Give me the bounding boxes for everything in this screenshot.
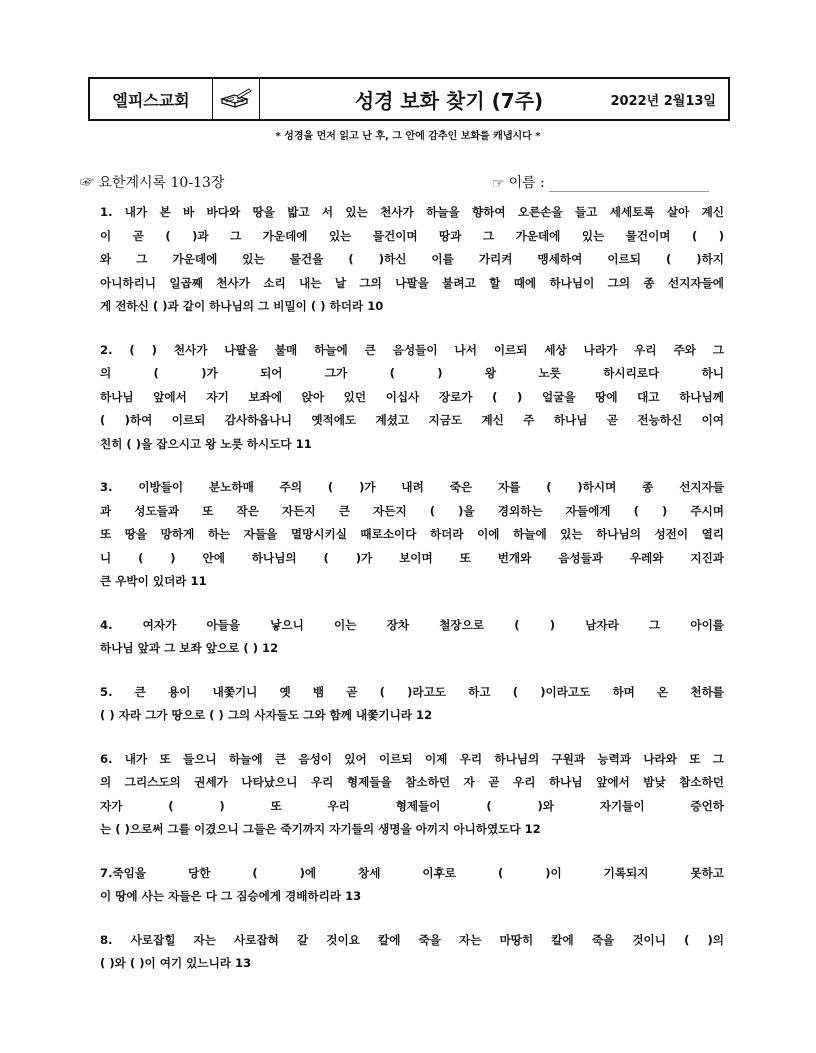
name-input-line[interactable] xyxy=(549,177,709,192)
question-3 xyxy=(100,476,724,594)
question-line: 또 땅을 망하게 하는 자들을 멸망시키실 때로소이다 하더라 이에 하늘에 있는 하나님의 성전이 열리 xyxy=(100,527,724,541)
question-line: 친히 ( )을 잡으시고 왕 노릇 하시도다 11 xyxy=(100,436,312,451)
question-6 xyxy=(100,748,724,842)
worksheet-title: 성경 보화 찾기 (7주) xyxy=(354,88,544,113)
question-4 xyxy=(100,614,724,661)
question-line: 6. 내가 또 들으니 하늘에 큰 음성이 있어 이르되 이제 우리 하나님의 구원과 능력과 나라와 또 그 xyxy=(100,751,724,766)
bible-pen-icon xyxy=(213,79,260,119)
name-field xyxy=(492,172,709,192)
question-line: 7.죽임을 당한 ( )에 창세 이후로 ( )이 기록되지 못하고 xyxy=(100,865,724,880)
question-line: 4. 여자가 아들을 낳으니 이는 장차 철장으로 ( ) 남자라 그 아이를 xyxy=(100,617,724,632)
question-line: 과 성도들과 또 작은 자든지 큰 자든지 ( )을 경외하는 자들에게 ( ) 주시며 xyxy=(100,503,724,518)
question-line: 의 그리스도의 권세가 나타났으니 우리 형제들을 참소하던 자 곧 우리 하나님 앞에서 밤낮 참소하던 xyxy=(100,775,724,789)
question-line: 8. 사로잡힐 자는 사로잡혀 갈 것이요 칼에 죽을 자는 마땅히 칼에 죽을 것이니 ( )의 xyxy=(100,932,724,947)
pointing-hand-icon: ☞ xyxy=(492,176,505,192)
question-2 xyxy=(100,339,724,457)
worksheet-date: 2022년 2월13일 xyxy=(610,94,716,109)
pointing-hand-icon: ☞ xyxy=(80,175,94,191)
reading-range-text: 요한계시록 10-13장 xyxy=(98,175,225,191)
question-line: ( )하여 이르되 감사하옵나니 옛적에도 계셨고 지금도 계신 주 하나님 곧 전능하신 이여 xyxy=(100,413,724,427)
question-line: 하나님 앞과 그 보좌 앞으로 ( ) 12 xyxy=(100,641,279,655)
question-line: ( ) 자라 그가 땅으로 ( ) 그의 사자들도 그와 함께 내쫓기니라 12 xyxy=(100,708,433,722)
question-line: 니 ( ) 안에 하나님의 ( )가 보이며 또 번개와 음성들과 우레와 지진과 xyxy=(100,550,724,565)
question-line: 5. 큰 용이 내쫓기니 옛 뱀 곧 ( )라고도 하고 ( )이라고도 하며 온 천하를 xyxy=(100,684,724,699)
question-1 xyxy=(100,201,724,319)
reading-range xyxy=(80,172,224,192)
question-line: 자가 ( ) 또 우리 형제들이 ( )와 자기들이 증언하 xyxy=(100,798,724,813)
question-line: 2. ( ) 천사가 나팔을 불매 하늘에 큰 음성들이 나서 이르되 세상 나라가 우리 주와 그 xyxy=(100,342,724,357)
church-name: 엘피스교회 xyxy=(90,79,213,119)
header-box xyxy=(88,77,730,121)
question-line: 1. 내가 본 바 바다와 땅을 밟고 서 있는 천사가 하늘을 향하여 오른손을 들고 세세토록 살아 계신 xyxy=(100,205,724,219)
question-line: ( )와 ( )이 여기 있느니라 13 xyxy=(100,956,252,970)
question-line: 큰 우박이 있더라 11 xyxy=(100,574,207,588)
question-line: 이 곧 ( )과 그 가운데에 있는 물건이며 땅과 그 가운데에 있는 물건이며 ( ) xyxy=(100,228,724,243)
question-line: 는 ( )으로써 그를 이겼으니 그들은 죽기까지 자기들의 생명을 아끼지 아니하였도다 12 xyxy=(100,822,541,836)
question-8 xyxy=(100,929,724,976)
question-list xyxy=(100,201,724,996)
question-line: 3. 이방들이 분노하매 주의 ( )가 내려 죽은 자를 ( )하시며 종 선지자들 xyxy=(100,480,724,494)
question-7 xyxy=(100,862,724,909)
question-line: 아니하리니 일곱째 천사가 소리 내는 날 그의 나팔을 불려고 할 때에 하나님이 그의 종 선지자들에 xyxy=(100,275,724,290)
question-line: 게 전하신 ( )과 같이 하나님의 그 비밀이 ( ) 하더라 10 xyxy=(100,299,384,313)
question-line: 이 땅에 사는 자들은 다 그 짐승에게 경배하리라 13 xyxy=(100,889,362,903)
instruction-subtitle: * 성경을 먼저 읽고 난 후, 그 안에 감추인 보화를 캐냅시다 * xyxy=(275,131,541,142)
question-line: 와 그 가운데에 있는 물건을 ( )하신 이를 가리켜 맹세하여 이르되 ( )하지 xyxy=(100,252,724,266)
question-5 xyxy=(100,681,724,728)
name-label: 이름 : xyxy=(508,175,545,191)
question-line: 하나님 앞에서 자기 보좌에 앉아 있던 이십사 장로가 ( ) 얼굴을 땅에 대고 하나님께 xyxy=(100,389,724,404)
question-line: 의 ( )가 되어 그가 ( ) 왕 노릇 하시리로다 하니 xyxy=(100,366,724,380)
